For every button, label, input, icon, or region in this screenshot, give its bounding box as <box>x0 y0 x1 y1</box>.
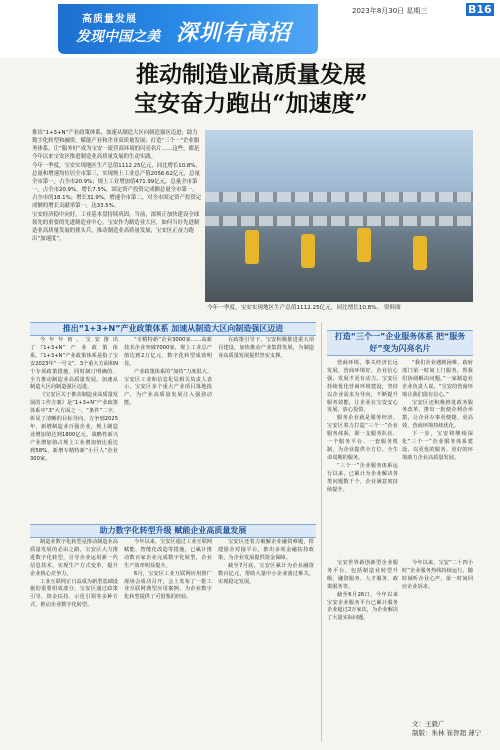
banner-line-3: 深圳有高招 <box>176 21 292 46</box>
service-paragraph: 营商环境，事关经济长远发展，营商环境好，企业信心强，发展才更有动力。宝安区持续优化营商环境建设，坚持以企业需求为导向，不断提升服务效能，让企业在宝安安心发展、放心投资。 <box>327 360 398 414</box>
policy-paragraph: 产业政策体系的“加持”力度很大。宝安区工业和信息化局相关负责人表示，宝安区多个重大产业项目落地投产，为产业高质量发展注入强劲动能。 <box>124 368 213 407</box>
policy-column-2 <box>124 337 212 408</box>
digital-column-1 <box>30 539 118 610</box>
banner-line-1: 高质量发展 <box>82 14 137 25</box>
factory-photo <box>205 130 473 302</box>
service-column-1 <box>327 360 398 494</box>
headline-line-1: 推动制造业高质量发展 <box>136 61 366 88</box>
page-code <box>466 3 494 16</box>
policy-paragraph: 今年年初，宝安推出了“1+3+N”产业政策体系。“1+3+N”产业政策体系是指了宝安2023年“一号文”、3个重大方面和N个专项政策措施，同时制订明确的、全力推动制造业高质量发展，加速从制造大区向制造强区迈进。 <box>30 337 119 391</box>
credit-editors: 制版：朱林 崔智超 薄宁 <box>412 729 482 737</box>
credit-author: 文：王毅广 <box>412 720 445 728</box>
section-title-digital: 助力数字化转型升级 赋能企业高质量发展 <box>30 524 316 538</box>
service-paragraph: “三个一”企业服务体系运行以来，已累计为企业解决各类问题数千个，企业满意度持续提升。 <box>327 462 398 493</box>
digital-paragraph: 6月，宝安区工业互联网应用推广现场会成功召开，会上发布了一批工业互联网典型应用案例，为企业数字化转型提供了可借鉴的经验。 <box>124 570 212 601</box>
service-column-2 <box>402 360 473 463</box>
masthead <box>0 0 500 58</box>
article-credit <box>412 720 481 738</box>
policy-paragraph: “专精特新”企业3000家……高新技术企业突破7000家，规上工业总产值达到2万亿元，数字化转型成效明显。 <box>124 337 212 367</box>
section-title-policy: 推出“1+3+N”产业政策体系 加速从制造大区向制造强区迈进 <box>30 322 316 336</box>
service-paragraph: 下一步，宝安将继续深化“三个一”企业服务体系建设，以更优的服务、更好的环境助力企业高质量发展。 <box>402 431 473 461</box>
issue-date: 2023年8月30日 星期三 <box>352 7 428 15</box>
digital-column-2 <box>124 539 212 602</box>
lead-paragraph: 宝安经济稳中向好，工业基本盘持续巩固。当前，深圳正加快建设全球领先的重要的先进制造业中心，宝安作为制造业大区，如何当好先进制造业高质量发展的排头兵，推动制造业高质量发展，宝安区正奋力跑出“加速度”。 <box>32 212 200 242</box>
article-headline <box>36 60 466 118</box>
digital-paragraph: 工业互联网正日益成为新型基础设施的重要组成部分，宝安区通过政策引导、资金扶持、示范引领等多种方式，推动企业数字化转型。 <box>30 578 118 609</box>
policy-paragraph: 在政策引导下，宝安积极推进重大项目建设，加快推动产业集群发展，为制造业高质量发展提供坚实支撑。 <box>218 337 314 359</box>
photo-caption: 今年一季度，宝安实现地区生产总值1112.25亿元，同比增长10.8%。 资料图 <box>207 305 401 311</box>
lead-paragraph: 今年一季度，宝安实现地区生产总值1112.25亿元，同比增长10.8%，总量和增速均位居全市第三，实现规上工业总产值2056.62亿元，总量全市第一，占全市20.9%；规上工业增加值471.99亿元，总量全市第一，占全市20.9%，增长7.5%，固定资产投资完成额总量全市第一，占全市的18.1%；增长31.9%，增速全市第二，对全市固定资产投资完成额的增长贡献率第一，达33.5%。 <box>32 163 202 209</box>
service-paragraph: 服务企业就是服务经济。宝安区着力打造“三个一”企业服务体系，即一支服务队伍、一个服务平台、一套服务机制，为企业提供全方位、全生命周期的服务。 <box>327 415 398 461</box>
banner-line-2: 发现中国之美 <box>76 29 160 45</box>
service-column-4 <box>402 560 473 592</box>
service-paragraph: 截至6月26日，今年以来宝安企业服务平台已累计服务企业超过2万家次，为企业解决了大量实际问题。 <box>327 591 398 622</box>
digital-paragraph: 截至7月底，宝安区累计为企业融资数百亿元，帮助大量中小企业渡过难关，实现稳定发展。 <box>218 562 314 585</box>
section-banner <box>58 4 318 54</box>
policy-column-3 <box>218 337 314 361</box>
service-paragraph: 宝安世界新创新型企业服务平台，包括制造业转型升级、融资服务、人才服务、政策服务等。 <box>327 560 398 590</box>
service-paragraph: “我们企业遇到困难，政府部门第一时间上门服务，帮我们协调解决问题。”一家制造业企业负责人说。“宝安的营商环境让我们很有信心。” <box>402 360 473 398</box>
service-paragraph: 宝安区还积极推进政务服务改革，推出一批便企利企举措，让企业办事更便捷、更高效，营商环境持续优化。 <box>402 399 473 430</box>
service-column-3 <box>327 560 398 623</box>
digital-paragraph: 制造业数字化转型是推动制造业高质量发展的必由之路。宝安区大力推进数字化转型，引导企业运用新一代信息技术，实现生产方式变革，提升企业核心竞争力。 <box>30 539 118 577</box>
digital-column-3 <box>218 539 314 586</box>
lead-paragraph: 推出“1+3+N”产业政策体系，加速从制造大区向制造强区迈进；助力数字化转型和融资，赋能产业和企业高质量发展；打造“三个一”企业服务体系，让“服务好”成为宝安一流营商环境的闪亮名片……这些，都是今年以来宝安区推进制造业高质量发展的生动实践。 <box>32 130 200 160</box>
headline-line-2: 宝安奋力跑出“加速度” <box>134 90 368 117</box>
section-title-service: 打造“三个一”企业服务体系 把“服务好”变为闪亮名片 <box>327 330 473 356</box>
page-code-text: B16 <box>468 3 492 16</box>
service-paragraph: 今年以来，宝安“二十四小时”企业服务热线持续运行，随时倾听企业心声，第一时间回应企业诉求。 <box>402 560 473 590</box>
policy-paragraph: 《宝安区关于推动制造业高质量发展的工作方案》是“1+3+N”产业政策体系中“3”大方面之一。“条件”二字，彰显了清晰的目标导向，力争到2025年，新增制造业百强企业，规上制造业增加值达到1800亿元，战略性新兴产业增加值占规上工业增加值比重达到58%，新增专精特新“小巨人”企业300家。 <box>30 392 118 462</box>
lead-paragraphs <box>32 129 202 244</box>
column-divider <box>321 322 322 742</box>
digital-paragraph: 宝安区还着力破解企业融资难题，搭建银企对接平台，推出多项金融扶持政策，为企业发展提供资金保障。 <box>218 539 314 561</box>
digital-paragraph: 今年以来，宝安区通过工业互联网赋能、智能化改造等措施，已累计推动数百家企业完成数字化转型，企业生产效率明显提升。 <box>124 539 212 569</box>
policy-column-1 <box>30 337 118 464</box>
